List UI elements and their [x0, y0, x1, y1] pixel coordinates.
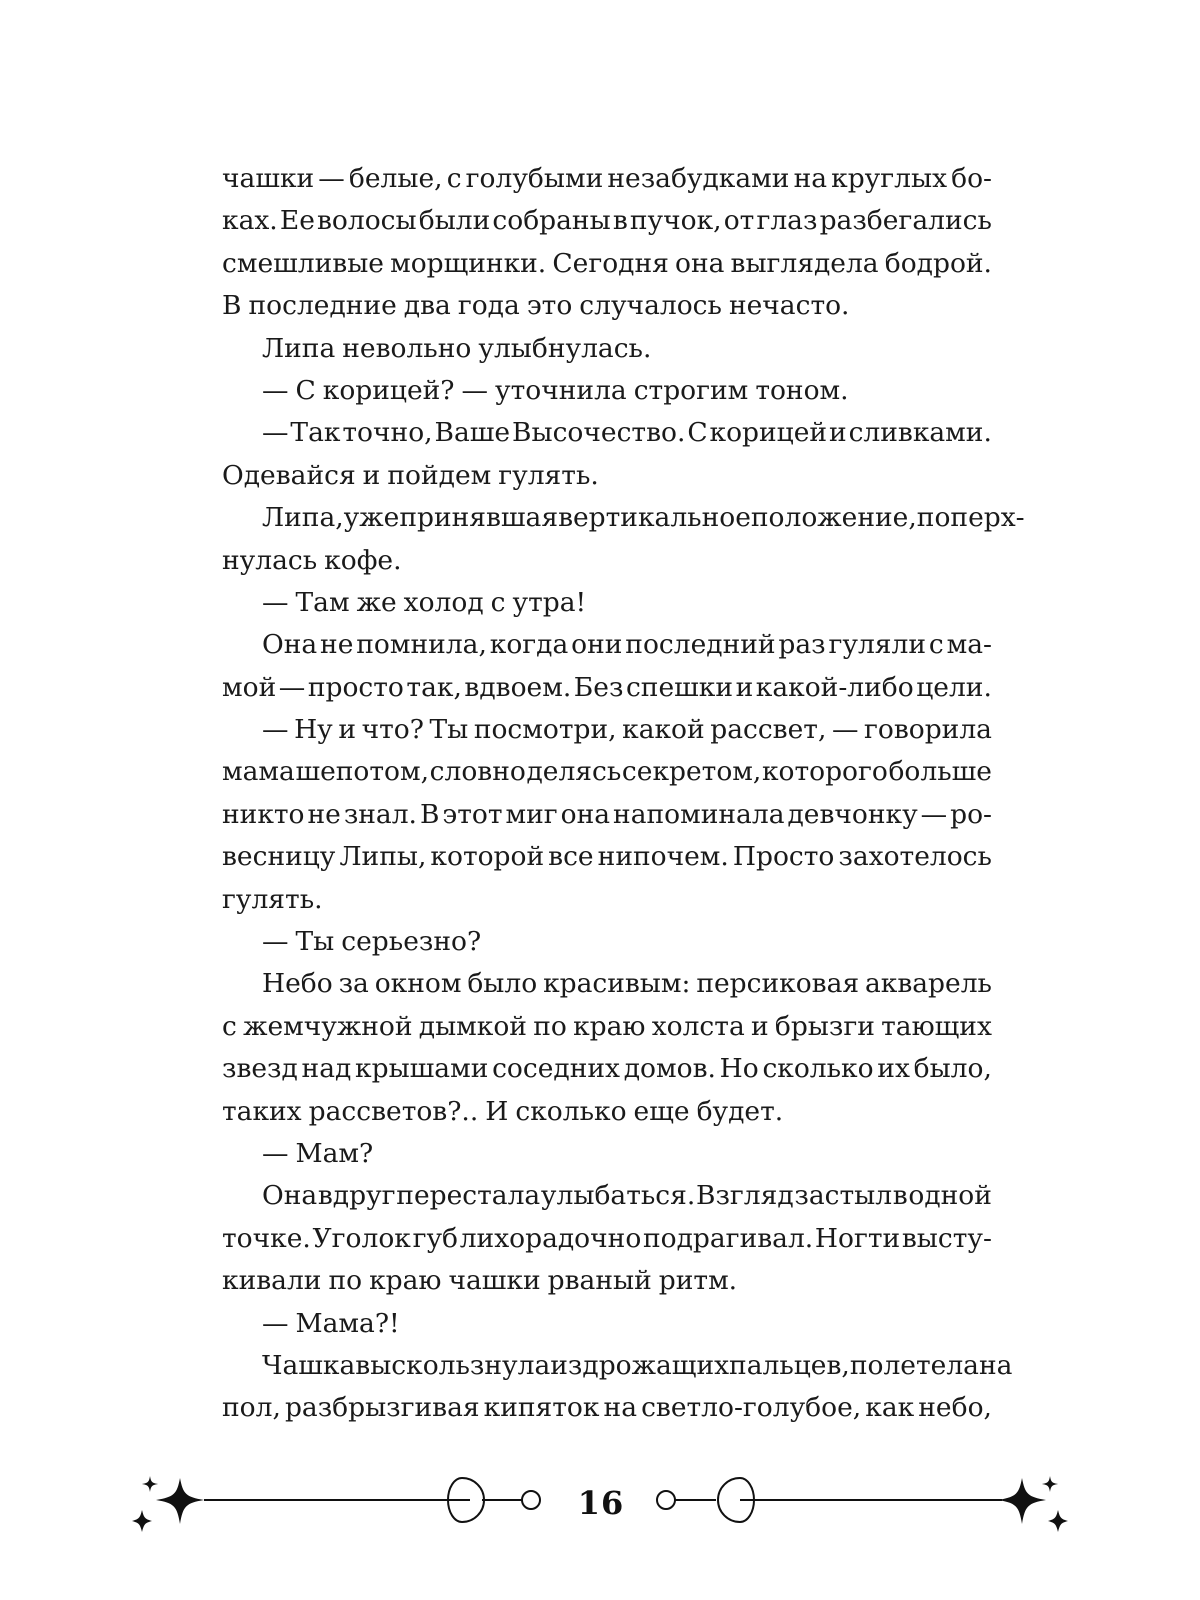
right-circle-icon [657, 1491, 675, 1509]
text-line: Она вдруг перестала улыбаться. Взгляд застыл в одной [262, 1180, 992, 1212]
text-line: кивали по краю чашки рваный ритм. [222, 1265, 738, 1297]
left-circle-icon [522, 1491, 540, 1509]
text-line: Чашка выскользнула из дрожащих пальцев, полетела на [262, 1349, 1013, 1381]
text-line: таких рассветов?.. И сколько еще будет. [222, 1095, 784, 1127]
left-sparkle-small-bottom-icon [132, 1510, 152, 1532]
text-line: весницу Липы, которой все нипочем. Просто захотелось [222, 841, 992, 873]
text-line: точке. Уголок губ лихорадочно подрагивал. Ногти высту- [222, 1222, 992, 1254]
text-line: — Так точно, Ваше Высочество. С корицей и сливками. [262, 417, 992, 449]
right-sparkle-small-bottom-icon [1048, 1510, 1068, 1532]
text-line: — Ну и что? Ты посмотри, какой рассвет, — говорила [262, 714, 992, 746]
left-sparkle-large-icon [156, 1478, 204, 1524]
text-line: — С корицей? — уточнила строгим тоном. [262, 374, 849, 406]
text-line: — Там же холод с утра! [262, 586, 587, 618]
text-line: Одевайся и пойдем гулять. [222, 459, 599, 491]
text-line: мама шепотом, словно делясь секретом, которого больше [222, 756, 992, 788]
text-line: — Ты серьезно? [262, 926, 482, 958]
text-line: никто не знал. В этот миг она напоминала девчонку — ро- [222, 798, 992, 830]
page-number: 16 [577, 1484, 625, 1522]
text-line: мой — просто так, вдвоем. Без спешки и какой-либо цели. [222, 671, 992, 703]
text-line: чашки — белые, с голубыми незабудками на круглых бо- [222, 163, 992, 194]
right-sparkle-large-icon [998, 1478, 1046, 1524]
text-line: ках. Ее волосы были собраны в пучок, от глаз разбегались [222, 205, 992, 237]
text-line: — Мама?! [262, 1307, 400, 1339]
text-line: пол, разбрызгивая кипяток на светло-голубое, как небо, [222, 1392, 992, 1424]
text-line: — Мам? [262, 1137, 374, 1169]
text-line: гулять. [222, 883, 323, 915]
left-sparkle-small-top-icon [142, 1476, 158, 1492]
text-line: нулась кофе. [222, 544, 402, 576]
text-line: Небо за окном было красивым: персиковая акварель [262, 968, 992, 1000]
text-line: звезд над крышами соседних домов. Но сколько их было, [222, 1053, 992, 1085]
text-line: с жемчужной дымкой по краю холста и брызги тающих [222, 1010, 992, 1042]
text-line: В последние два года это случалось нечасто. [222, 290, 850, 322]
text-line: Липа, уже принявшая вертикальное положение, поперх- [262, 502, 1025, 534]
right-sparkle-small-top-icon [1042, 1476, 1058, 1492]
text-line: Она не помнила, когда они последний раз гуляли с ма- [262, 629, 992, 661]
text-line: Липа невольно улыбнулась. [262, 332, 652, 364]
body-text [222, 158, 1025, 1430]
page-footer [0, 1460, 1200, 1580]
text-line: смешливые морщинки. Сегодня она выглядела бодрой. [222, 247, 992, 279]
